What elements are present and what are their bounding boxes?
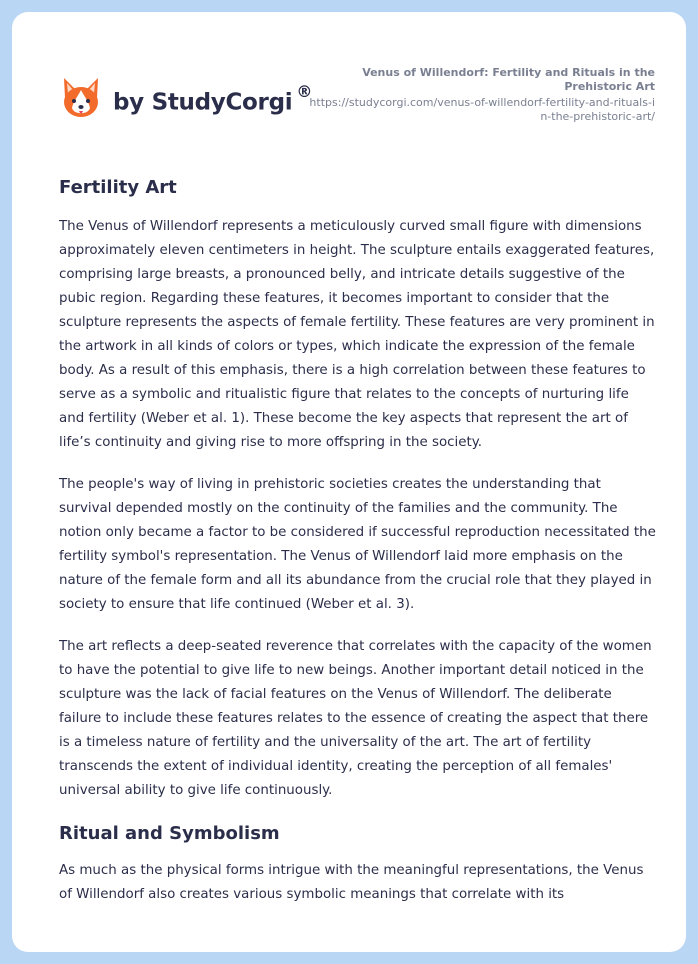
document-header	[12, 12, 686, 152]
document-body	[59, 175, 657, 907]
document-title: Venus of Willendorf: Fertility and Rituals in the Prehistoric Art	[362, 66, 655, 93]
paragraph: The art reflects a deep-seated reverence that correlates with the capacity of the women to have the potential to give life to new beings. Another important detail noticed in the sculpture was the lack of facial features on the Venus of Willendorf. The deliberate failure to include these features relates to the essence of creating the aspect that there is a timeless nature of fertility and the universality of the art. The art of fertility transcends the extent of individual identity, creating the perception of all females' universal ability to give life continuously.	[59, 639, 652, 798]
paragraph: The Venus of Willendorf represents a meticulously curved small figure with dimensions approximately eleven centimeters in height. The sculpture entails exaggerated features, comprising large breasts, a pronounced belly, and intricate details suggestive of the pubic region. Regarding these features, it becomes important to consider that the sculpture represents the aspects of female fertility. These features are very prominent in the artwork in all kinds of colors or types, which indicate the expression of the female body. As a result of this emphasis, there is a high correlation between these features to serve as a symbolic and ritualistic figure that relates to the concepts of nurturing life and fertility (Weber et al. 1). These become the key aspects that represent the art of life’s continuity and giving rise to more offspring in the society.	[59, 219, 655, 450]
section-heading-fertility-art: Fertility Art	[59, 177, 177, 198]
document-card	[12, 12, 686, 952]
section-heading-ritual-symbolism: Ritual and Symbolism	[59, 823, 280, 844]
studycorgi-logo[interactable]	[61, 76, 312, 120]
paragraph: The people's way of living in prehistoric societies creates the understanding that survival depended mostly on the continuity of the families and the community. The notion only became a factor to be considered if successful reproduction necessitated the fertility symbol's representation. The Venus of Willendorf laid more emphasis on the nature of the female form and all its abundance from the crucial role that they played in society to ensure that life continued (Weber et al. 3).	[59, 477, 656, 612]
paragraph: As much as the physical forms intrigue with the meaningful representations, the Venus of Willendorf also creates various symbolic meanings that correlate with its	[59, 863, 644, 902]
brand-name: by StudyCorgi ®	[113, 82, 313, 116]
document-url[interactable]: https://studycorgi.com/venus-of-willendorf-fertility-and-rituals-in-the-prehistoric-art/	[309, 96, 655, 123]
document-meta	[305, 66, 655, 124]
corgi-icon	[61, 76, 101, 120]
